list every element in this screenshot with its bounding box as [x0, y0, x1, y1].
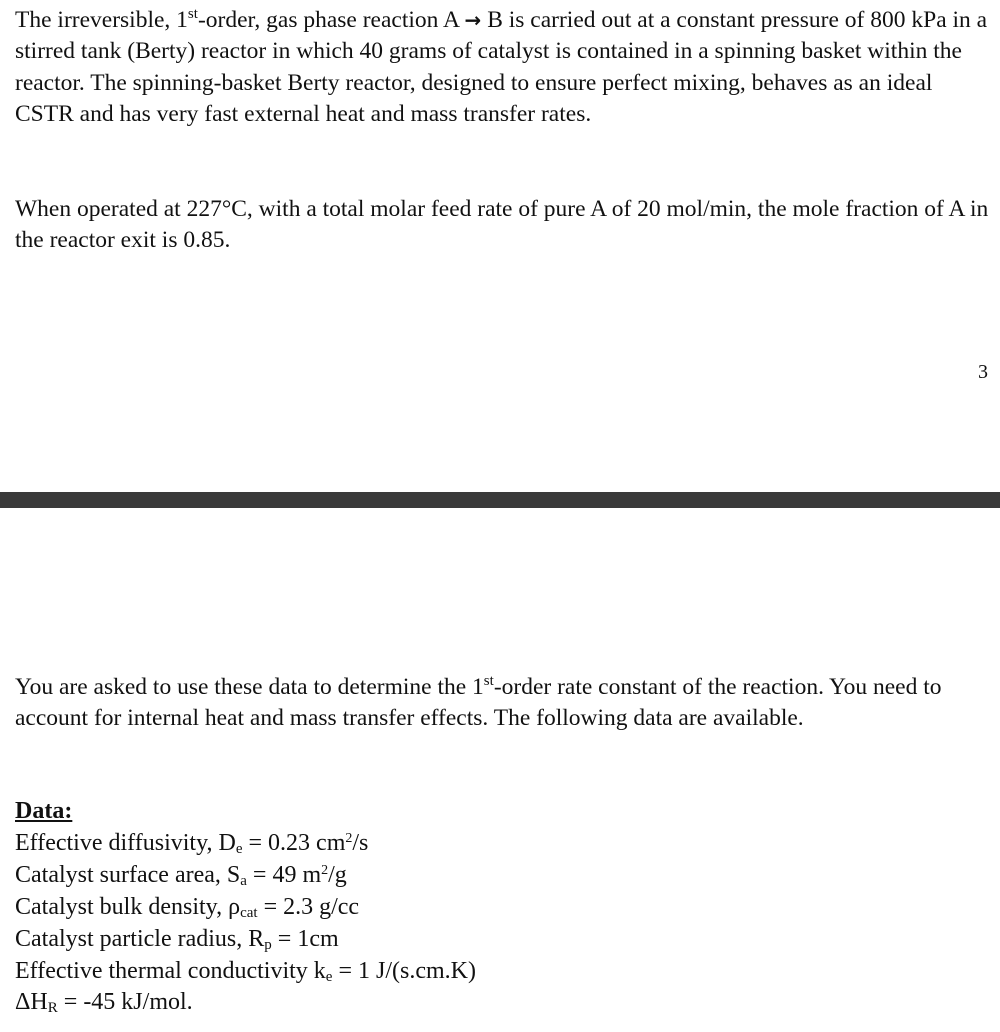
reaction-arrow-icon: →	[464, 8, 482, 32]
data-item-surface-area: Catalyst surface area, $S_a = 49$ $m^2/g$	[15, 861, 347, 889]
data-item-bulk-density: Catalyst bulk density, $\rho_{cat} = 2.3$ g/cc	[15, 893, 360, 921]
document-page-top	[0, 0, 1000, 492]
data-list	[15, 796, 715, 1019]
operating-conditions-paragraph: When operated at 227°C, with a total molar feed rate of pure A of 20 mol/min, the mole fraction of A in the reactor exit is 0.85.	[15, 196, 989, 254]
data-item-heat-of-reaction: $\Delta H_R = -45$ kJ/mol.	[15, 989, 193, 1017]
data-item-diffusivity: Effective diffusivity, $D_e = 0.23$ $cm^2/s$	[15, 829, 369, 857]
superscript-st: st	[187, 6, 198, 22]
task-paragraph: You are asked to use these data to determine the 1st-order rate constant of the reaction. You need to account for internal heat and mass transfer effects. The following data are available.	[15, 673, 942, 732]
superscript-st: st	[483, 673, 494, 689]
data-item-particle-radius: Catalyst particle radius, $R_p = 1cm$	[15, 925, 339, 953]
page-separator	[0, 492, 1000, 508]
page-number: 3	[978, 361, 988, 383]
data-heading: Data:	[15, 798, 73, 824]
data-item-thermal-conductivity: Effective thermal conductivity $k_e = 1$ J/(s.cm.K)	[15, 957, 476, 985]
problem-statement-paragraph: The irreversible, 1st-order, gas phase reaction A → B is carried out at a constant pressure of 800 kPa in a stirred tank (Berty) reactor in which 40 grams of catalyst is contained in a spinning basket within the reactor. The spinning-basket Berty reactor, designed to ensure perfect mixing, behaves as an ideal CSTR and has very fast external heat and mass transfer rates.	[15, 6, 988, 127]
